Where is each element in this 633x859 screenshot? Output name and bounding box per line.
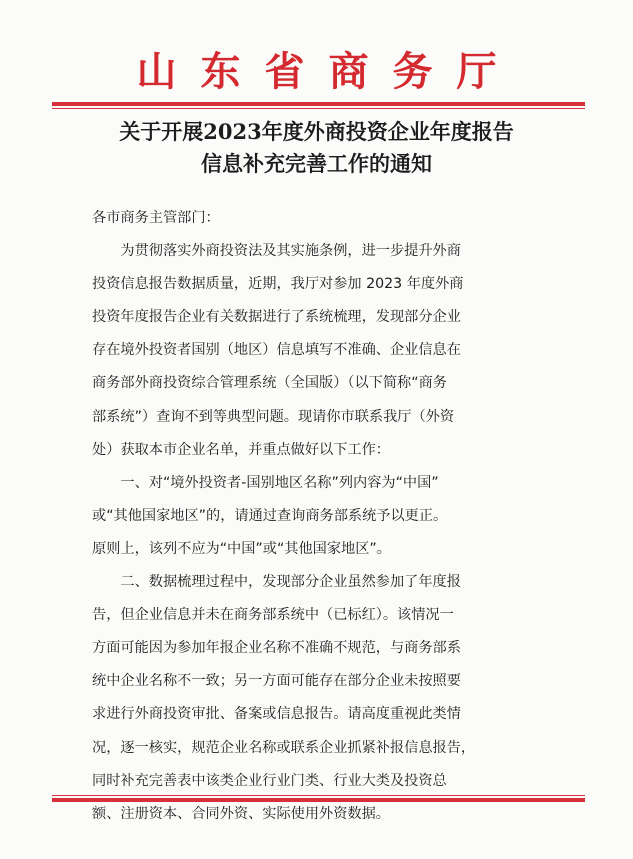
body-line: 一、对“境外投资者-国别地区名称”列内容为“中国” [92,474,439,491]
body-line: 方面可能因为参加年报企业名称不准确不规范，与商务部系 [92,640,461,657]
document-title-line: 信息补充完善工作的通知 [201,151,432,176]
document-body [92,202,552,831]
header-separator-thick [52,102,585,106]
document-title [60,116,573,180]
document-title-line: 关于开展2023年度外商投资企业年度报告 [119,119,514,144]
body-line: 同时补充完善表中该类企业行业门类、行业大类及投资总 [92,772,447,789]
footer-separator-thin [52,795,585,796]
footer-separator-thick [52,798,585,802]
body-line: 或“其他国家地区”的，请通过查询商务部系统予以更正。 [92,507,448,524]
agency-header-title: 山东省商务厅 [136,48,521,95]
body-line: 求进行外商投资审批、备案或信息报告。请高度重视此类情 [92,706,461,723]
header-separator-thin [52,108,585,109]
body-line: 告，但企业信息并未在商务部系统中（已标红）。该情况一 [92,607,454,624]
body-line: 二、数据梳理过程中，发现部分企业虽然参加了年度报 [92,574,461,591]
body-line: 存在境外投资者国别（地区）信息填写不准确、企业信息在 [92,342,461,359]
salutation: 各市商务主管部门： [92,210,220,226]
body-line: 原则上，该列不应为“中国”或“其他国家地区”。 [92,540,391,557]
body-line: 况，逐一核实，规范企业名称或联系企业抓紧补报信息报告， [92,739,476,756]
body-line: 为贯彻落实外商投资法及其实施条例，进一步提升外商 [92,243,461,260]
body-line: 投资年度报告企业有关数据进行了系统梳理，发现部分企业 [92,309,461,326]
body-line: 处）获取本市企业名单，并重点做好以下工作： [92,441,390,458]
body-line: 统中企业名称不一致；另一方面可能存在部分企业未按照要 [92,673,461,690]
body-line: 额、注册资本、合同外资、实际使用外资数据。 [92,805,390,822]
body-line: 部系统”）查询不到等典型问题。现请你市联系我厅（外资 [92,408,455,425]
body-line: 投资信息报告数据质量，近期，我厅对参加 2023 年度外商 [92,276,464,293]
body-line: 商务部外商投资综合管理系统（全国版）（以下简称“商务 [92,375,447,392]
